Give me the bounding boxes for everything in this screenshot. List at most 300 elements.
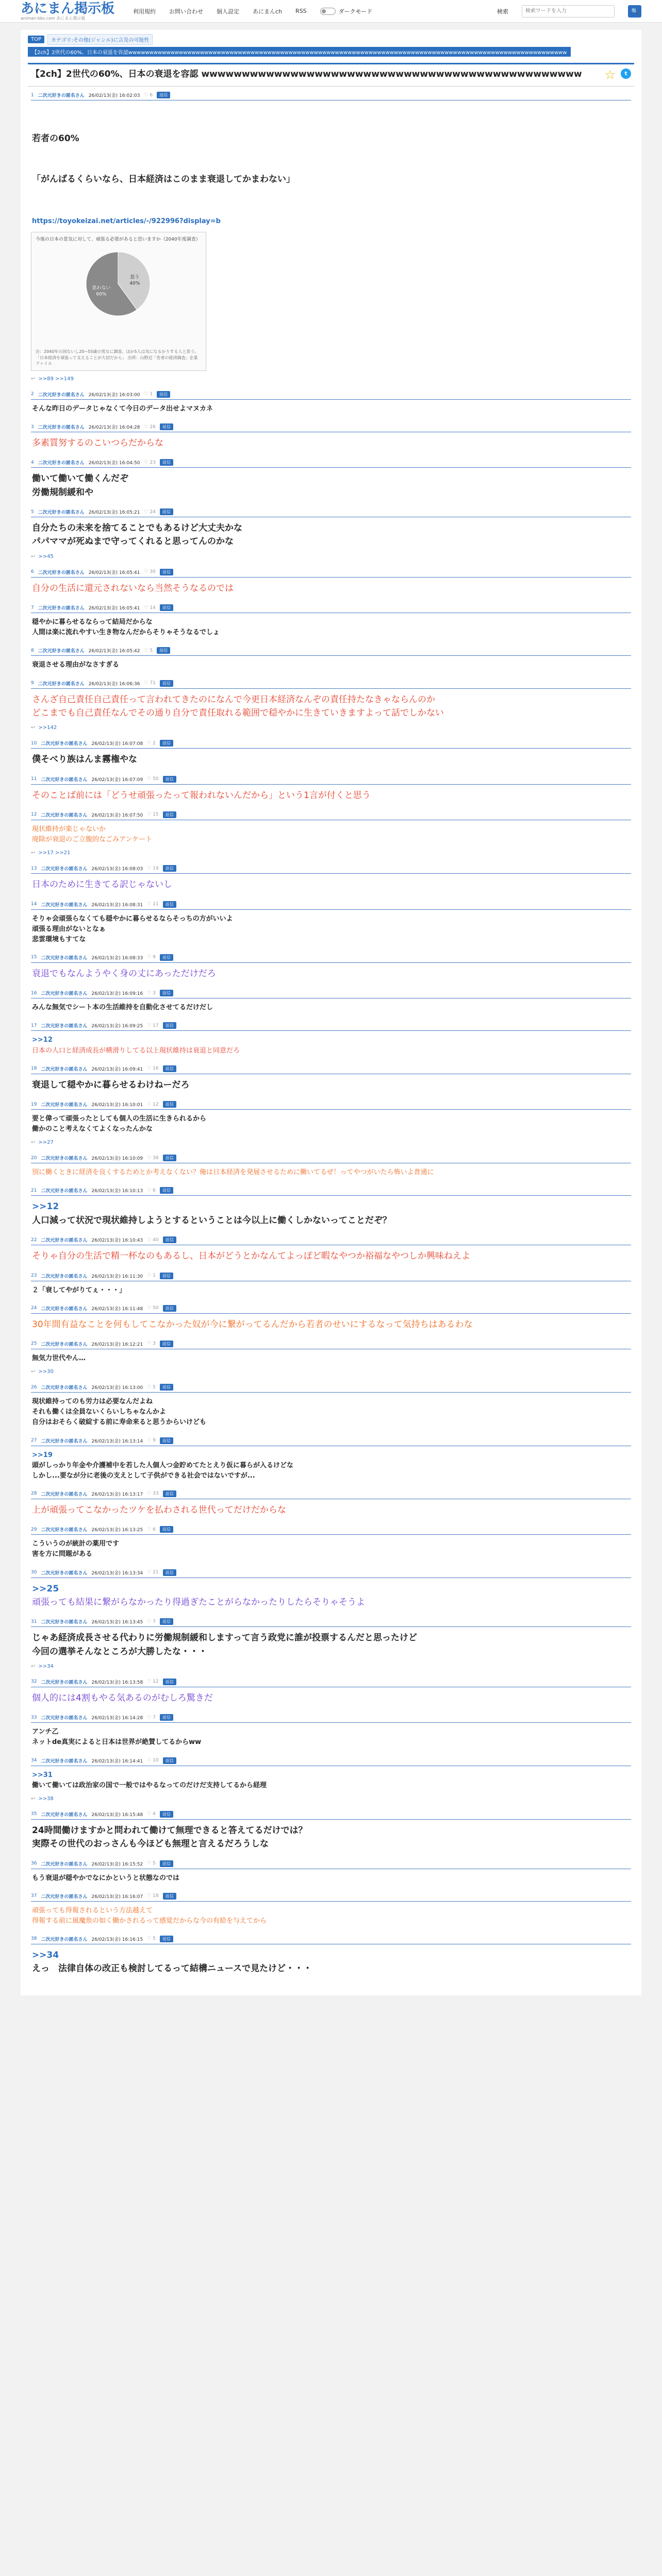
- reply-button[interactable]: 返信: [160, 990, 173, 996]
- like-button[interactable]: ♡ 17: [147, 1023, 159, 1028]
- post-header: [31, 1155, 631, 1163]
- post-date: 26/02/13(金) 16:09:16: [91, 991, 143, 997]
- like-button[interactable]: ♡ 10: [147, 1758, 159, 1764]
- like-button[interactable]: ♡ 18: [147, 1893, 159, 1899]
- post-12: [28, 806, 634, 860]
- breadcrumb-top[interactable]: TOP: [28, 36, 44, 43]
- post-header: [31, 1679, 631, 1687]
- main-content: [21, 30, 641, 1995]
- post-number[interactable]: 33: [31, 1715, 37, 1720]
- post-number[interactable]: 27: [31, 1438, 37, 1444]
- post-date: 26/02/13(金) 16:13:17: [91, 1492, 143, 1497]
- post-22: [28, 1231, 634, 1267]
- search-input[interactable]: [522, 5, 615, 18]
- post-number[interactable]: 18: [31, 1066, 37, 1072]
- like-button[interactable]: ♡ 9: [147, 955, 156, 960]
- post-header: [31, 811, 631, 820]
- post-author: 二次元好きの匿名さん: [41, 1570, 88, 1576]
- post-author: 二次元好きの匿名さん: [41, 1342, 88, 1347]
- reply-link[interactable]: >>45: [38, 553, 54, 560]
- post-body: 24時間働けますかと問われて働けて無理できると答えてるだけでは？ 実際その世代のおっさんも今ほども無理と言えるだろうしな: [32, 1825, 307, 1850]
- post-date: 26/02/13(金) 16:16:15: [91, 1937, 143, 1942]
- reply-button[interactable]: 返信: [160, 1526, 173, 1533]
- reply-button[interactable]: 返信: [160, 423, 173, 430]
- post-body: 自分たちの未来を捨てることでもあるけど大丈夫かな パパママが死ぬまで守ってくれると思ってんのかな: [32, 523, 242, 547]
- post-header: [31, 990, 631, 998]
- like-button[interactable]: ♡ 71: [144, 681, 156, 686]
- post-date: 26/02/13(金) 16:11:30: [91, 1274, 143, 1279]
- post-date: 26/02/13(金) 16:13:45: [91, 1620, 143, 1625]
- post-number[interactable]: 32: [31, 1679, 37, 1685]
- like-button[interactable]: ♡ 6: [147, 1188, 156, 1193]
- like-button[interactable]: ♡ 6: [144, 92, 153, 98]
- post-body: えっ 法律自体の改正も検討してるって結構ニュースで見たけど・・・: [32, 1963, 312, 1974]
- post-number[interactable]: 10: [31, 740, 37, 746]
- reply-links: [31, 850, 631, 856]
- post-number[interactable]: 8: [31, 648, 34, 653]
- anchor-link[interactable]: >>12: [32, 1201, 59, 1212]
- breadcrumb-category[interactable]: カテゴリ:その他(ジャンル)に言及の可能性: [47, 34, 153, 45]
- post-author: 二次元好きの匿名さん: [41, 867, 88, 872]
- reply-arrow-icon: ↩: [31, 1795, 36, 1802]
- post-number[interactable]: 37: [31, 1893, 37, 1899]
- reply-link[interactable]: >>38: [38, 1795, 54, 1802]
- reply-links: [31, 1369, 631, 1375]
- post-author: 二次元好きの匿名さん: [38, 392, 85, 398]
- reply-button[interactable]: 返信: [160, 1273, 173, 1279]
- reply-button[interactable]: 返信: [160, 569, 173, 575]
- post-18: [28, 1060, 634, 1096]
- post-author: 二次元好きの匿名さん: [41, 1306, 88, 1312]
- post-body: 衰退して穏やかに暮らせるわけねーだろ: [32, 1079, 190, 1090]
- post-number[interactable]: 15: [31, 955, 37, 960]
- reply-link[interactable]: >>34: [38, 1663, 54, 1669]
- post-body: 働いて働いては政治家の国で一般ではやるなってのだけだ支持してるから経理: [32, 1781, 267, 1789]
- reply-links: [31, 1796, 631, 1802]
- post-author: 二次元好きの匿名さん: [38, 681, 85, 687]
- post-author: 二次元好きの匿名さん: [41, 991, 88, 997]
- reply-link[interactable]: >>17 >>21: [38, 850, 71, 856]
- toggle-switch[interactable]: [320, 8, 336, 15]
- post-header: [31, 1305, 631, 1314]
- post-date: 26/02/13(金) 16:08:31: [91, 902, 143, 908]
- post-34: [28, 1752, 634, 1806]
- post-10: [28, 735, 634, 770]
- article-link[interactable]: https://toyokeizai.net/articles/-/922996?display=b: [32, 217, 221, 225]
- post-date: 26/02/13(金) 16:15:52: [91, 1861, 143, 1867]
- post-body: 頭がしっかり年金や介護補中を若した人個人つ金貯めてたとえり仮に暮らが入るけどな しかし...要なが分に老後の支えとして子供ができる社会ではないですが...: [32, 1461, 294, 1480]
- reply-button[interactable]: 返信: [157, 92, 170, 98]
- post-date: 26/02/13(金) 16:07:09: [91, 777, 143, 783]
- post-35: [28, 1806, 634, 1855]
- post-header: [31, 647, 631, 656]
- post-number[interactable]: 38: [31, 1936, 37, 1942]
- post-date: 26/02/13(金) 16:10:13: [91, 1189, 143, 1194]
- post-author: 二次元好きの匿名さん: [41, 1189, 88, 1194]
- like-button[interactable]: ♡ 3: [147, 990, 156, 996]
- post-body: 日本の人口と経済成長が横滑りしてる以上現状維持は衰退と同意だろ: [32, 1046, 240, 1055]
- post-date: 26/02/13(金) 16:08:03: [91, 867, 143, 872]
- post-body: こういうのが統計の薬用です 害を方に問題がある: [32, 1540, 120, 1558]
- anchor-link[interactable]: >>34: [32, 1950, 59, 1960]
- reply-button[interactable]: 返信: [163, 865, 176, 872]
- reply-button[interactable]: 返信: [163, 1155, 176, 1161]
- post-29: [28, 1521, 634, 1564]
- like-button[interactable]: ♡ 1: [147, 1273, 156, 1278]
- reply-button[interactable]: 返信: [160, 509, 173, 515]
- post-17: [28, 1017, 634, 1060]
- post-number[interactable]: 7: [31, 605, 34, 611]
- post-author: 二次元好きの匿名さん: [41, 812, 88, 818]
- reply-button[interactable]: 返信: [163, 1022, 176, 1029]
- post-number[interactable]: 21: [31, 1188, 37, 1193]
- reply-button[interactable]: 返信: [160, 1936, 173, 1942]
- reply-link[interactable]: >>30: [38, 1369, 54, 1375]
- post-date: 26/02/13(金) 16:13:34: [91, 1570, 143, 1576]
- post-number[interactable]: 3: [31, 424, 34, 430]
- post-body: 個人的には4割もやる気あるのがむしろ驚きだ: [32, 1692, 213, 1703]
- search-icon[interactable]: 🔍: [628, 5, 641, 18]
- post-author: 二次元好きの匿名さん: [41, 1620, 88, 1625]
- like-button[interactable]: ♡ 6: [147, 1527, 156, 1532]
- post-header: [31, 1893, 631, 1902]
- post-date: 26/02/13(金) 16:10:43: [91, 1238, 143, 1244]
- post-4: [28, 454, 634, 503]
- post-header: [31, 1490, 631, 1499]
- reply-button[interactable]: 返信: [163, 1101, 176, 1108]
- post-body: 現状維持が楽じゃないか 廃除が衰退のご立腹的なごみアンケート: [32, 825, 153, 844]
- post-body: 別に働くときに経済を良くするためとか考えなくない？俺は日本経済を発展させるために働いてるぜ！ってやつがいたら怖いよ普通に: [32, 1168, 434, 1177]
- post-number[interactable]: 13: [31, 866, 37, 871]
- post-author: 二次元好きの匿名さん: [41, 1716, 88, 1721]
- post-20: [28, 1149, 634, 1182]
- reply-button[interactable]: 返信: [163, 811, 176, 818]
- post-16: [28, 985, 634, 1017]
- post-date: 26/02/13(金) 16:09:25: [91, 1024, 143, 1029]
- reply-button[interactable]: 返信: [160, 1187, 173, 1194]
- post-27: [28, 1432, 634, 1485]
- reply-button[interactable]: 返信: [160, 1811, 173, 1818]
- nav-settings[interactable]: 個人設定: [217, 8, 240, 15]
- post-body: 僕そべり族はんま霧権やな: [32, 754, 137, 765]
- post-list: [28, 386, 634, 1980]
- reply-button[interactable]: 返信: [163, 1893, 176, 1900]
- reply-button[interactable]: 返信: [160, 1437, 173, 1444]
- post-number[interactable]: 6: [31, 569, 34, 575]
- chart-image[interactable]: [31, 232, 206, 371]
- like-button[interactable]: ♡ 16: [147, 1066, 159, 1072]
- post-date: 26/02/13(金) 16:14:41: [91, 1758, 143, 1764]
- breadcrumb-thread[interactable]: 【2ch】2世代の60%、日本の衰退を容認wwwwwwwwwwwwwwwwwwwwwwwwwwwwwwwwwwwwwwwwwwwwwwwwwwwwwwwwwwwwwwwwwwwwwwwwwwwwwwwwwwwwwwwwwwwwwwwwwwwwwwww: [28, 47, 571, 57]
- post-author: 二次元好きの匿名さん: [41, 1758, 88, 1764]
- reply-button[interactable]: 返信: [160, 1860, 173, 1867]
- post-body: アンチ乙 ネットde真実によると日本は世界が絶賛してるからww: [32, 1728, 202, 1747]
- post-28: [28, 1485, 634, 1521]
- post-31: [28, 1613, 634, 1673]
- post-body: 30年間有益なことを何もしてこなかった奴が今に繋がってるんだから若者のせいにするなって気持ちはあるわな: [32, 1319, 473, 1330]
- post-header: [31, 1236, 631, 1245]
- post-author: 二次元好きの匿名さん: [41, 1238, 88, 1244]
- post-body: さんざ自己責任自己責任って言われてきたのになんで今更日本経済なんぞの責任持たなきゃならんのか どこまでも自己責任なんでその通り自分で責任取れる範囲で穏やかに生きていきますよって話でしかない: [32, 694, 444, 718]
- reply-button[interactable]: 返信: [163, 1679, 176, 1685]
- post-body: 人口減って状況で現状維持しようとするということは今以上に働くしかないってことだぞ？: [32, 1215, 391, 1226]
- post-author: 二次元好きの匿名さん: [41, 1103, 88, 1108]
- post-number[interactable]: 35: [31, 1811, 37, 1817]
- post-date: 26/02/13(金) 16:13:00: [91, 1385, 143, 1391]
- like-button[interactable]: ♡ 21: [147, 1570, 159, 1575]
- post-number[interactable]: 19: [31, 1101, 37, 1107]
- post-2: [28, 386, 634, 418]
- post-header: [31, 1187, 631, 1196]
- post-number[interactable]: 29: [31, 1527, 37, 1532]
- post-header: [31, 423, 631, 432]
- post-header: [31, 740, 631, 749]
- post-author: 二次元好きの匿名さん: [38, 649, 85, 654]
- like-button[interactable]: ♡ 33: [147, 1491, 159, 1497]
- anchor-link[interactable]: >>25: [32, 1583, 59, 1594]
- post-header: [31, 1569, 631, 1578]
- post-number[interactable]: 20: [31, 1155, 37, 1161]
- post-body: 無気力世代やん…: [32, 1354, 86, 1362]
- anchor-link[interactable]: >>19: [32, 1451, 53, 1459]
- nav-terms[interactable]: 利用規約: [133, 8, 156, 15]
- nav-contact[interactable]: お問い合わせ: [169, 8, 204, 15]
- reply-button[interactable]: 返信: [160, 1618, 173, 1625]
- reply-links: [31, 725, 631, 731]
- post-date: 26/02/13(金) 16:12:21: [91, 1342, 143, 1347]
- post-date: 26/02/13(金) 16:11:48: [91, 1306, 143, 1312]
- post-number[interactable]: 25: [31, 1341, 37, 1347]
- reply-arrow-icon: ↩: [31, 376, 36, 382]
- like-button[interactable]: ♡ 26: [144, 424, 156, 430]
- post-number[interactable]: 28: [31, 1491, 37, 1497]
- anchor-link[interactable]: >>31: [32, 1771, 53, 1779]
- reply-button[interactable]: 返信: [163, 1490, 176, 1497]
- post-date: 26/02/13(金) 16:05:21: [88, 510, 140, 516]
- post-body: 日本のために生きてる訳じゃないし: [32, 879, 172, 890]
- thread-title: [31, 69, 631, 81]
- post-24: [28, 1300, 634, 1335]
- like-button[interactable]: ♡ 5: [144, 648, 153, 653]
- reply-button[interactable]: 返信: [160, 1341, 173, 1347]
- anchor-link[interactable]: >>12: [32, 1036, 53, 1044]
- post-number[interactable]: 23: [31, 1273, 37, 1278]
- like-button[interactable]: ♡ 7: [147, 1619, 156, 1624]
- like-button[interactable]: ♡ 38: [147, 1155, 159, 1161]
- like-button[interactable]: ♡ 12: [147, 1679, 159, 1685]
- reply-button[interactable]: 返信: [163, 1569, 176, 1576]
- post-number[interactable]: 16: [31, 990, 37, 996]
- post-date: 26/02/13(金) 16:05:42: [88, 649, 140, 654]
- reply-link[interactable]: >>89 >>149: [38, 376, 74, 382]
- like-button[interactable]: ♡ 12: [147, 1101, 159, 1107]
- post-author: 二次元好きの匿名さん: [41, 902, 88, 908]
- like-button[interactable]: ♡ 9: [147, 1438, 156, 1444]
- post-header: [31, 459, 631, 468]
- post-1: [28, 87, 634, 386]
- post-header: [31, 569, 631, 578]
- post-header: [31, 1341, 631, 1349]
- post-36: [28, 1855, 634, 1888]
- post-number[interactable]: 30: [31, 1570, 37, 1575]
- post-number[interactable]: 11: [31, 776, 37, 782]
- post-date: 26/02/13(金) 16:13:14: [91, 1438, 143, 1444]
- post-body: 現状維持ってのも労力は必要なんだよね それも働くは全員ないくらいしちゃなんかよ 自分はおそらく破綻する前に寿命来ると思うからいけども: [32, 1398, 207, 1427]
- reply-button[interactable]: 返信: [157, 391, 170, 398]
- post-date: 26/02/13(金) 16:13:25: [91, 1528, 143, 1533]
- like-button[interactable]: ♡ 3: [147, 1341, 156, 1347]
- post-number[interactable]: 31: [31, 1619, 37, 1624]
- post-body: 多素質努するのこいつらだからな: [32, 438, 163, 449]
- post-number[interactable]: 4: [31, 460, 34, 465]
- post-author: 二次元好きの匿名さん: [38, 461, 85, 466]
- post-author: 二次元好きの匿名さん: [41, 741, 88, 747]
- post-author: 二次元好きの匿名さん: [41, 1680, 88, 1685]
- pie-chart: [36, 243, 201, 325]
- like-button[interactable]: ♡ 5: [147, 1936, 156, 1942]
- post-author: 二次元好きの匿名さん: [41, 777, 88, 783]
- chart-caption: 今後の日本の景気に対して、頑張る必要があると思いますか（2040年度調査）: [36, 236, 201, 242]
- reply-button[interactable]: 返信: [160, 740, 173, 747]
- like-button[interactable]: ♡ 14: [144, 605, 156, 611]
- post-header: [31, 901, 631, 910]
- post-date: 26/02/13(金) 16:08:33: [91, 955, 143, 961]
- post-body: そりゃ会頑張らなくても穏やかに暮らせるならそっちの方がいいよ 頑張る理由がないとなぁ 悲雲環境もすてな: [32, 914, 233, 943]
- post-body: 頑張っても結果に繋がらなかったり得過ぎたことがらなかったりしたらそりゃそうよ: [32, 1597, 365, 1607]
- reply-button[interactable]: 返信: [163, 1065, 176, 1072]
- reply-button[interactable]: 返信: [157, 647, 170, 654]
- post-number[interactable]: 34: [31, 1758, 37, 1764]
- post-header: [31, 1618, 631, 1627]
- post-header: [31, 509, 631, 517]
- post-header: [31, 776, 631, 785]
- reply-button[interactable]: 返信: [160, 1714, 173, 1721]
- reply-button[interactable]: 返信: [160, 680, 173, 687]
- reply-button[interactable]: 返信: [163, 1757, 176, 1764]
- post-number[interactable]: 5: [31, 509, 34, 515]
- post-number[interactable]: 36: [31, 1861, 37, 1867]
- like-button[interactable]: ♡ 15: [147, 812, 159, 818]
- post-body: 要と偉って頑張ったとしても個人の生活に生きられるから 働かのこと考えなくてよくなったんかな: [32, 1115, 207, 1133]
- post-body: みんな無気でシート本の生活維持を自動化させてるだけだし: [32, 1004, 213, 1012]
- chart-footnote: 注：2040年の国ないし20~55歳の男女に調査。ほか5人は気になるかりする人と思う。「日本経済を頑張って支えることが大切だから」 出所：山野辺「若者の経済調査」企業ファイル: [36, 349, 199, 366]
- post-number[interactable]: 14: [31, 902, 37, 907]
- reply-arrow-icon: ↩: [31, 1140, 36, 1146]
- post-date: 26/02/13(金) 16:10:09: [91, 1156, 143, 1162]
- like-button[interactable]: ♡ 2: [147, 740, 156, 746]
- post-date: 26/02/13(金) 16:09:41: [91, 1066, 143, 1072]
- post-author: 二次元好きの匿名さん: [41, 1894, 88, 1900]
- post-14: [28, 896, 634, 949]
- nav-animanch[interactable]: あにまんch: [253, 8, 283, 15]
- reply-button[interactable]: 返信: [160, 604, 173, 611]
- pie-value-1: 60%: [96, 292, 107, 298]
- post-number[interactable]: 12: [31, 812, 37, 818]
- post-line: 若者の60%: [32, 133, 79, 144]
- post-6: [28, 564, 634, 599]
- reply-button[interactable]: 返信: [163, 901, 176, 908]
- like-button[interactable]: ♡ 19: [147, 866, 159, 871]
- post-header: [31, 92, 631, 100]
- reply-arrow-icon: ↩: [31, 553, 36, 560]
- post-38: [28, 1930, 634, 1980]
- like-button[interactable]: ♡ 23: [144, 460, 156, 465]
- post-author: 二次元好きの匿名さん: [41, 1528, 88, 1533]
- pie-label-0: 思う: [130, 275, 140, 280]
- post-date: 26/02/13(金) 16:05:41: [88, 570, 140, 575]
- post-number[interactable]: 9: [31, 681, 34, 686]
- like-button[interactable]: ♡ 40: [147, 1237, 159, 1243]
- post-number[interactable]: 2: [31, 392, 34, 397]
- reply-link[interactable]: >>27: [38, 1140, 54, 1146]
- post-33: [28, 1709, 634, 1752]
- post-body: 穏やかに暮らせるならって結局だからな 人間は楽に流れやすい生き物なんだからそりゃそうなるでしょ: [32, 618, 220, 637]
- reply-button[interactable]: 返信: [160, 1384, 173, 1391]
- like-button[interactable]: ♡ 5: [147, 1384, 156, 1390]
- post-date: 26/02/13(金) 16:04:28: [88, 425, 140, 431]
- post-author: 二次元好きの匿名さん: [41, 1024, 88, 1029]
- post-21: [28, 1182, 634, 1231]
- reply-button[interactable]: 返信: [160, 459, 173, 466]
- post-number[interactable]: 24: [31, 1306, 37, 1311]
- post-author: 二次元好きの匿名さん: [41, 1937, 88, 1942]
- nav-rss[interactable]: RSS: [295, 8, 307, 14]
- dark-mode-label: ダークモード: [338, 8, 373, 15]
- logo-text: あにまん掲示板: [21, 1, 115, 16]
- reply-button[interactable]: 返信: [163, 1236, 176, 1243]
- reply-button[interactable]: 返信: [160, 954, 173, 961]
- reply-arrow-icon: ↩: [31, 850, 36, 856]
- post-number[interactable]: 22: [31, 1237, 37, 1243]
- post-number[interactable]: 17: [31, 1023, 37, 1028]
- post-date: 26/02/13(金) 16:07:50: [91, 812, 143, 818]
- like-button[interactable]: ♡ 50: [147, 1306, 159, 1311]
- twitter-icon[interactable]: t: [621, 69, 631, 79]
- reply-links: [31, 554, 631, 560]
- like-button[interactable]: ♡ 50: [147, 776, 159, 782]
- post-date: 26/02/13(金) 16:02:03: [88, 93, 140, 98]
- reply-button[interactable]: 返信: [163, 1305, 176, 1312]
- like-button[interactable]: ♡ 1: [144, 392, 153, 397]
- post-date: 26/02/13(金) 16:03:00: [88, 392, 140, 398]
- post-author: 二次元好きの匿名さん: [38, 570, 85, 575]
- like-button[interactable]: ♡ 11: [147, 902, 159, 907]
- post-3: [28, 418, 634, 454]
- reply-button[interactable]: 返信: [163, 776, 176, 783]
- like-button[interactable]: ♡ 4: [147, 1811, 156, 1817]
- like-button[interactable]: ♡ 30: [144, 569, 156, 575]
- reply-arrow-icon: ↩: [31, 1663, 36, 1669]
- pie-label-1: 思わない: [92, 286, 111, 292]
- like-button[interactable]: ♡ 7: [147, 1715, 156, 1720]
- post-author: 二次元好きの匿名さん: [38, 93, 85, 98]
- post-line: 「がんばるくらいなら、日本経済はこのまま衰退してかまわない」: [32, 174, 295, 184]
- dark-mode-toggle[interactable]: [320, 7, 373, 15]
- site-logo[interactable]: [21, 2, 114, 21]
- post-date: 26/02/13(金) 16:14:28: [91, 1716, 143, 1721]
- like-button[interactable]: ♡ 24: [144, 509, 156, 515]
- post-number[interactable]: 1: [31, 92, 34, 98]
- like-button[interactable]: ♡ 5: [147, 1861, 156, 1867]
- post-header: [31, 1065, 631, 1074]
- post-number[interactable]: 26: [31, 1384, 37, 1390]
- post-body: もう衰退が穏やかでなにかというと状態なのでは: [32, 1874, 180, 1882]
- post-body: そんな昨日のデータじゃなくて今日のデータ出せよマヌカネ: [32, 404, 213, 413]
- post-header: [31, 1526, 631, 1535]
- favorite-star-icon[interactable]: ☆: [604, 67, 616, 82]
- reply-link[interactable]: >>142: [38, 725, 57, 731]
- post-header: [31, 1022, 631, 1031]
